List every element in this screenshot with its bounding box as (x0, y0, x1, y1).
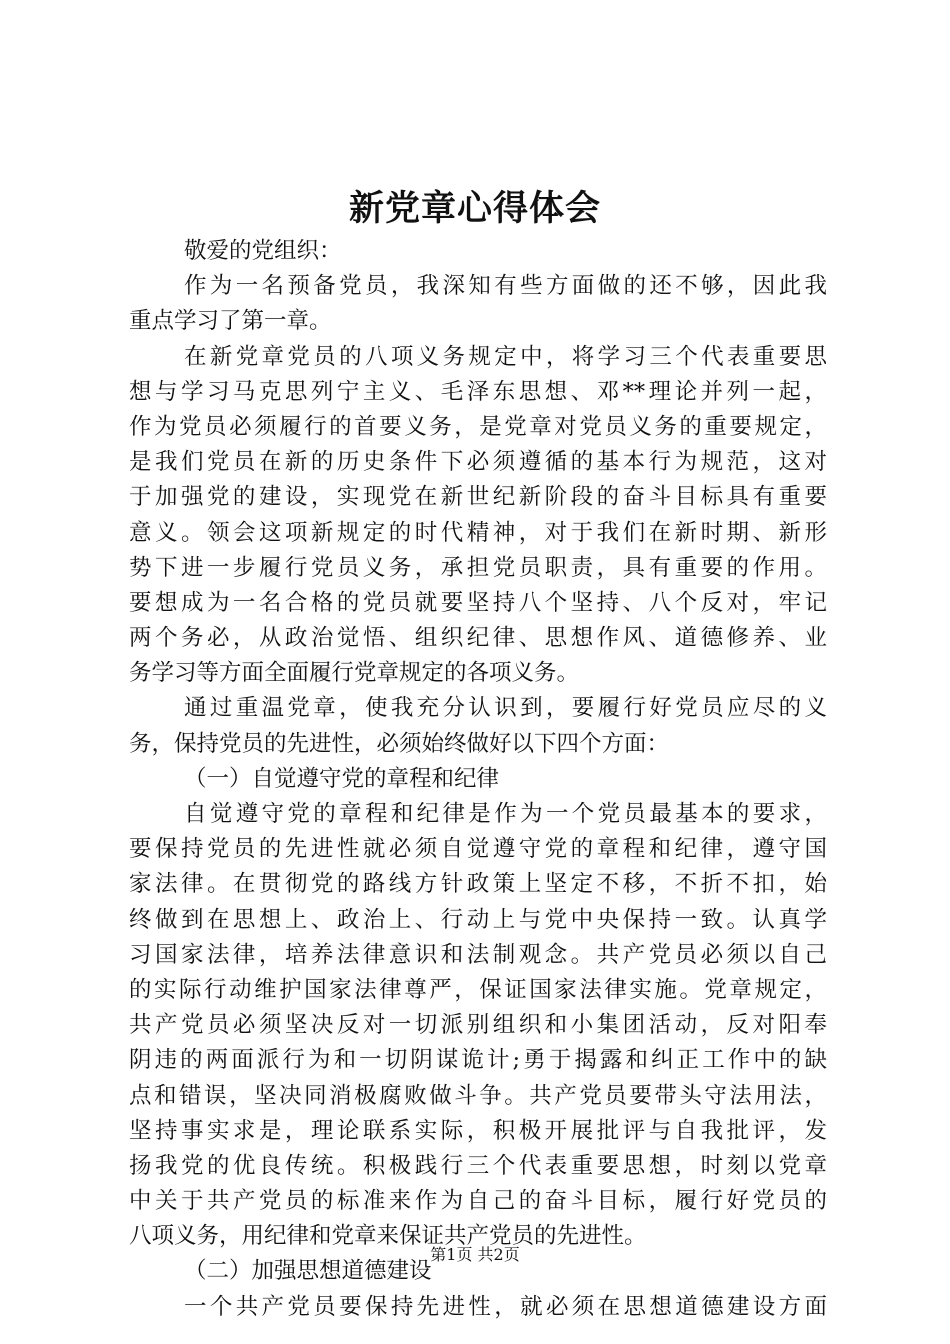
paragraph-line: 重点学习了第一章。 (129, 308, 332, 335)
paragraph-line: 家法律。在贯彻党的路线方针政策上坚定不移，不折不扣，始 (129, 871, 827, 898)
paragraph-line: 中关于共产党员的标准来作为自己的奋斗目标，履行好党员的 (129, 1188, 827, 1215)
paragraph-line: 务学习等方面全面履行党章规定的各项义务。 (129, 660, 580, 687)
paragraph-line: 作为一名预备党员，我深知有些方面做的还不够，因此我 (184, 273, 827, 300)
document-body (129, 234, 827, 1325)
page-title: 新党章心得体会 (348, 188, 601, 229)
paragraph-line: 要保持党员的先进性就必须自觉遵守党的章程和纪律，遵守国 (129, 836, 827, 863)
paragraph-line: 点和错误，坚决同消极腐败做斗争。共产党员要带头守法用法， (129, 1082, 827, 1109)
salutation-line: 敬爱的党组织： (184, 238, 342, 264)
paragraph-line: 两个务必，从政治觉悟、组织纪律、思想作风、道德修养、业 (129, 625, 827, 652)
paragraph-line: 是我们党员在新的历史条件下必须遵循的基本行为规范，这对 (129, 449, 827, 476)
paragraph-line: 终做到在思想上、政治上、行动上与党中央保持一致。认真学 (129, 906, 827, 933)
paragraph-line: 想与学习马克思列宁主义、毛泽东思想、邓**理论并列一起， (129, 378, 827, 405)
section-heading: （一）自觉遵守党的章程和纪律 (184, 765, 500, 792)
paragraph-line: 阴违的两面派行为和一切阴谋诡计;勇于揭露和纠正工作中的缺 (129, 1047, 827, 1074)
paragraph-line: 坚持事实求是，理论联系实际，积极开展批评与自我批评，发 (129, 1117, 827, 1144)
paragraph-line: 通过重温党章，使我充分认识到，要履行好党员应尽的义 (184, 695, 827, 722)
paragraph-line: 势下进一步履行党员义务，承担党员职责，具有重要的作用。 (129, 554, 827, 581)
paragraph-line: 在新党章党员的八项义务规定中，将学习三个代表重要思 (184, 343, 827, 370)
paragraph-line: 意义。领会这项新规定的时代精神，对于我们在新时期、新形 (129, 519, 827, 546)
paragraph-line: 务，保持党员的先进性，必须始终做好以下四个方面： (129, 730, 670, 757)
paragraph-line: 扬我党的优良传统。积极践行三个代表重要思想，时刻以党章 (129, 1152, 827, 1179)
paragraph-line: 自觉遵守党的章程和纪律是作为一个党员最基本的要求， (184, 801, 827, 827)
paragraph-line: 于加强党的建设，实现党在新世纪新阶段的奋斗目标具有重要 (129, 484, 827, 511)
section-heading: （二）加强思想道德建设 (184, 1258, 432, 1285)
page-number-footer: 第1页 共2页 (430, 1245, 520, 1264)
paragraph-line: 八项义务，用纪律和党章来保证共产党员的先进性。 (129, 1223, 647, 1250)
paragraph-line: 一个共产党员要保持先进性，就必须在思想道德建设方面 (184, 1293, 827, 1320)
paragraph-line: 作为党员必须履行的首要义务，是党章对党员义务的重要规定， (129, 413, 827, 440)
paragraph-line: 习国家法律，培养法律意识和法制观念。共产党员必须以自己 (129, 941, 827, 968)
paragraph-line: 的实际行动维护国家法律尊严，保证国家法律实施。党章规定， (129, 976, 827, 1003)
paragraph-line: 共产党员必须坚决反对一切派别组织和小集团活动，反对阳奉 (129, 1012, 827, 1039)
paragraph-line: 要想成为一名合格的党员就要坚持八个坚持、八个反对，牢记 (129, 589, 827, 616)
